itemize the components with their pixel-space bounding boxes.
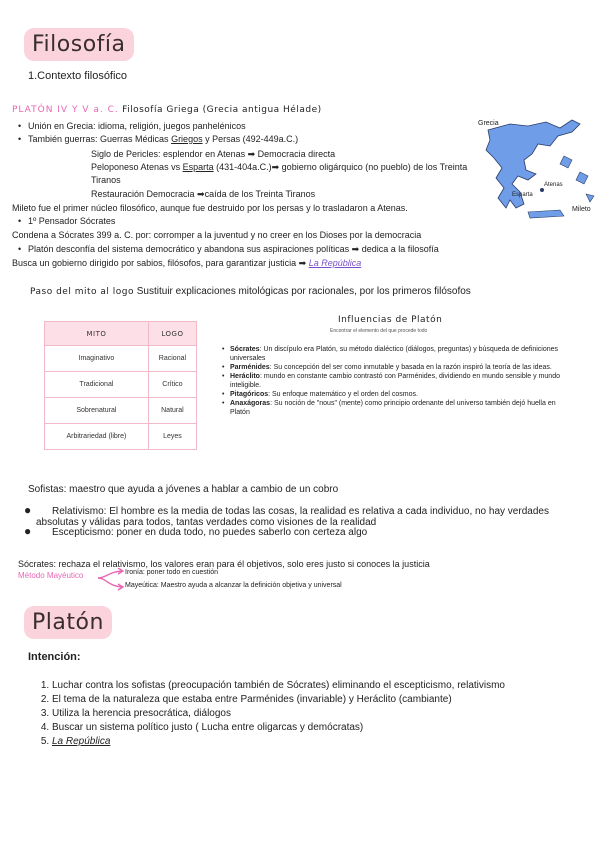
influencia-name: Pitagóricos — [230, 391, 269, 398]
pericles-line: Siglo de Pericles: esplendor en Atenas ➡ Democracia directa — [91, 149, 336, 159]
paso-mito-line — [30, 286, 471, 297]
greece-map — [468, 112, 600, 222]
list-item — [222, 390, 567, 399]
escepticismo-text: Escepticismo: poner en duda todo, no puedes saberlo con certeza algo — [52, 527, 368, 538]
list-item — [52, 735, 592, 749]
influencia-text: : Su enfoque matemático y el orden del cosmos. — [268, 391, 418, 398]
brace-arrow-icon — [96, 568, 126, 592]
map-label-esparta: Esparta — [512, 192, 533, 198]
map-label-mileto: Mileto — [572, 206, 591, 213]
ironia-line: Ironía: poner todo en cuestión — [125, 569, 219, 576]
mayeutica-line: Mayeútica: Maestro ayuda a alcanzar la definición objetiva y universal — [125, 582, 342, 589]
influencia-name: Sócrates — [230, 346, 260, 353]
list-item: 3. Utiliza la herencia presocrática, diálogos — [52, 707, 592, 721]
busca-line — [12, 257, 361, 269]
table-row — [45, 398, 197, 424]
intencion-list — [52, 679, 592, 749]
list-item: 2. El tema de la naturaleza que estaba entre Parménides (invariable) y Heráclito (cambiante) — [52, 693, 592, 707]
table-cell: Natural — [148, 398, 196, 424]
list-item — [222, 363, 567, 372]
page-title: Filosofía — [24, 28, 134, 61]
influencia-name: Parménides — [230, 364, 270, 371]
la-republica-link[interactable]: La República — [308, 258, 362, 268]
guerras-post: y Persas (492-449a.C.) — [202, 134, 299, 144]
bullet-dot: ● — [24, 524, 32, 538]
influencia-name: Heráclito — [230, 373, 260, 380]
section-heading: 1.Contexto filosófico — [28, 70, 128, 82]
paso-label: Paso del mito al logo — [30, 287, 134, 297]
influencias-title: Influencias de Platón — [338, 315, 443, 325]
tiranos-line: Tiranos — [91, 175, 121, 185]
list-item: 1. Luchar contra los sofistas (preocupación también de Sócrates) eliminando el escepticismo, relativismo — [52, 679, 592, 693]
mileto-line: Mileto fue el primer núcleo filosófico, aunque fue destruido por los persas y lo trasladaron a Atenas. — [12, 203, 408, 213]
metodo-label: Método Mayéutico — [18, 571, 84, 580]
relativismo-bullet — [24, 503, 580, 528]
table-header-cell: LOGO — [148, 322, 196, 346]
paso-rest: Sustituir explicaciones mitológicas por racionales, por los primeros filósofos — [133, 286, 471, 297]
list-item — [222, 372, 567, 390]
escepticismo-bullet — [24, 524, 580, 538]
table-cell: Sobrenatural — [45, 398, 149, 424]
list-item — [222, 399, 567, 417]
bullet-dot: ● — [24, 503, 32, 517]
bullet-union: • Unión en Grecia: idioma, religión, juegos panhelénicos — [28, 120, 246, 132]
mito-logo-table — [44, 321, 197, 450]
la-republica-link-2[interactable]: La República — [52, 736, 111, 747]
peloponeso-pre: Peloponeso Atenas vs — [91, 162, 183, 172]
platon-rest: Filosofía Griega (Grecia antigua Hélade) — [118, 105, 322, 115]
relativismo-text: Relativismo: El hombre es la media de todas las cosas, la realidad es relativa a cada individuo, no hay verdades absolutas y válidas para todos, tantas verdades como visiones de la realidad — [36, 506, 549, 528]
platon-title: Platón — [24, 606, 112, 639]
sofistas-line: Sofistas: maestro que ayuda a jóvenes a hablar a cambio de un cobro — [28, 484, 339, 495]
guerras-pre: También guerras: Guerras Médicas — [28, 134, 172, 144]
table-row — [45, 424, 197, 450]
bullet-socrates: • 1º Pensador Sócrates — [28, 215, 115, 227]
socrates-rechaza-line: Sócrates: rechaza el relativismo, los valores eran para él objetivos, solo eres justo si conoces la justicia — [18, 559, 430, 569]
guerras-underlined: Griegos — [171, 134, 203, 144]
influencias-subtitle: Encontrar el elemento del que procede todo — [330, 328, 428, 334]
map-label-atenas: Atenas — [544, 182, 563, 188]
platon-label: PLATÓN IV Y V a. C. — [12, 105, 119, 115]
intencion-heading: Intención: — [28, 651, 81, 663]
condena-line: Condena a Sócrates 399 a. C. por: corromper a la juventud y no creer en los Dioses por la democracia — [12, 230, 422, 240]
peloponeso-line — [91, 161, 467, 173]
influencia-name: Anaxágoras — [230, 400, 271, 407]
list-item — [222, 345, 567, 363]
peloponeso-post: (431-404a.C.)➡ gobierno oligárquico (no pueblo) de los Treinta — [213, 162, 468, 172]
busca-pre: Busca un gobierno dirigido por sabios, filósofos, para garantizar justicia ➡ — [12, 258, 309, 268]
table-cell: Crítico — [148, 372, 196, 398]
table-row — [45, 346, 197, 372]
influencia-text: : Su concepción del ser como inmutable y basada en la razón inspiró la teoría de las ideas. — [269, 364, 552, 371]
table-header-row — [45, 322, 197, 346]
table-cell: Racional — [148, 346, 196, 372]
platon-line — [12, 103, 322, 117]
peloponeso-underlined: Esparta — [182, 162, 214, 172]
map-label-grecia: Grecia — [478, 120, 499, 127]
restauracion-line: Restauración Democracia ➡caída de los Treinta Tiranos — [91, 189, 316, 199]
bullet-guerras — [28, 133, 298, 145]
bullet-desconfia: • Platón desconfía del sistema democrático y abandona sus aspiraciones políticas ➡ dedica a la filosofía — [28, 243, 439, 255]
table-cell: Tradicional — [45, 372, 149, 398]
table-cell: Leyes — [148, 424, 196, 450]
table-header-cell: MITO — [45, 322, 149, 346]
list-item: 4. Buscar un sistema político justo ( Lucha entre oligarcas y demócratas) — [52, 721, 592, 735]
table-cell: Imaginativo — [45, 346, 149, 372]
influencias-list — [222, 345, 567, 417]
influencia-text: : Su noción de "nous" (mente) como principio ordenante del universo también dejó huella en Platón — [230, 400, 556, 416]
table-cell: Arbitrariedad (libre) — [45, 424, 149, 450]
influencia-text: : mundo en constante cambio contrastó con Parménides, dividiendo en mundo sensible y mundo inteligible. — [230, 373, 560, 389]
table-row — [45, 372, 197, 398]
influencia-text: : Un discípulo era Platón, su método dialéctico (diálogos, preguntas) y búsqueda de definiciones universales — [230, 346, 559, 362]
